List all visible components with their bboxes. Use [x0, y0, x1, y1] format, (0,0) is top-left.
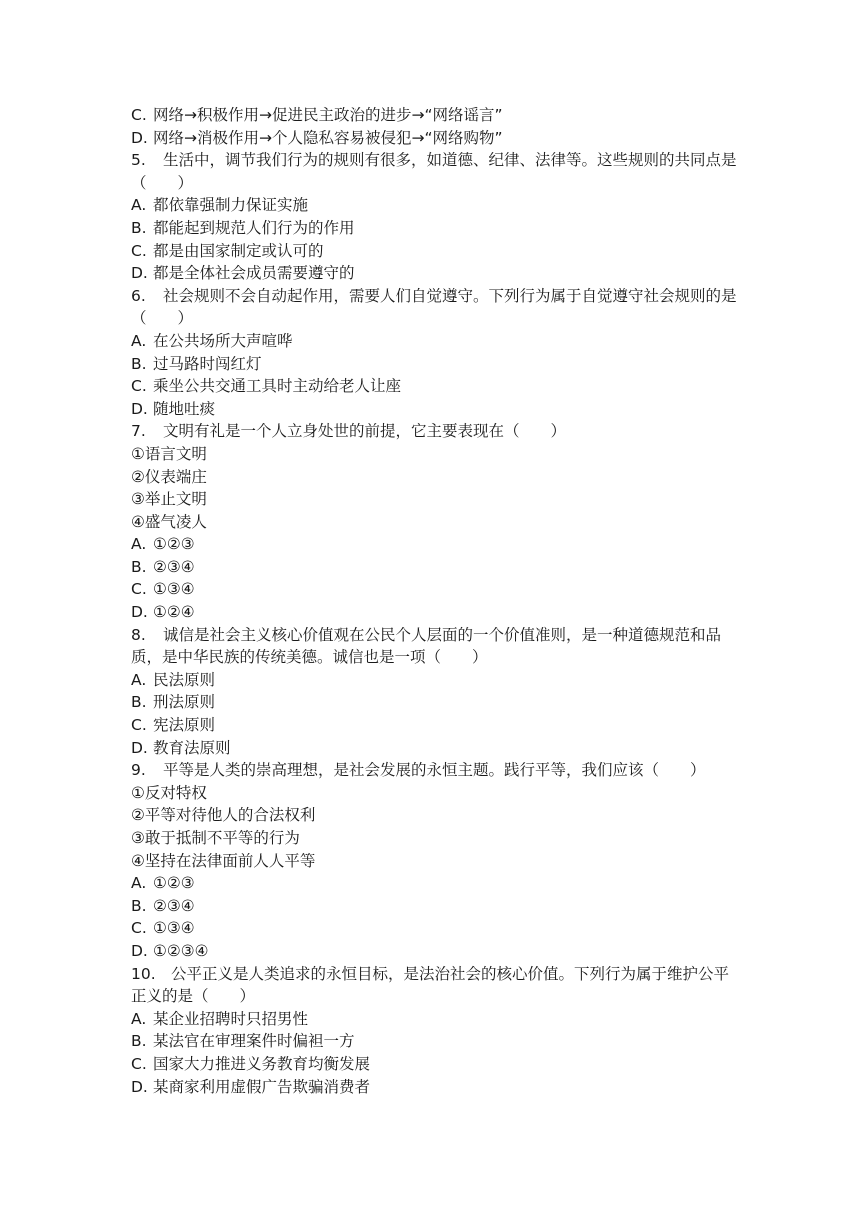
question-text: 社会规则不会自动起作用，需要人们自觉遵守。下列行为属于自觉遵守社会规则的是（ ） [131, 286, 737, 328]
option-letter: B. [131, 218, 147, 237]
answer-option [131, 262, 743, 285]
answer-option [131, 872, 743, 895]
statement-item: ③举止文明 [131, 490, 207, 509]
answer-option [131, 940, 743, 963]
answer-option [131, 533, 743, 556]
option-text: 某企业招聘时只招男性 [153, 1009, 309, 1028]
option-letter: C. [131, 919, 147, 938]
answer-option [131, 737, 743, 760]
answer-option [131, 194, 743, 217]
option-text: ①②③ [153, 535, 195, 554]
question-stem [131, 149, 743, 194]
statement-item: ①语言文明 [131, 444, 207, 463]
answer-option [131, 1008, 743, 1031]
option-letter: B. [131, 693, 147, 712]
answer-option [131, 895, 743, 918]
option-letter: A. [131, 874, 147, 893]
question-text: 诚信是社会主义核心价值观在公民个人层面的一个价值准则，是一种道德规范和品质，是中华民族的传统美德。诚信也是一项（ ） [131, 625, 722, 667]
option-letter: B. [131, 354, 147, 373]
option-letter: C. [131, 241, 147, 260]
option-letter: C. [131, 377, 147, 396]
option-text: 都是全体社会成员需要遵守的 [153, 264, 355, 283]
statement-item: ③敢于抵制不平等的行为 [131, 829, 300, 847]
answer-option [131, 669, 743, 692]
option-letter: A. [131, 196, 147, 215]
question-stem [131, 285, 743, 330]
option-text: 都是由国家制定或认可的 [153, 241, 324, 260]
question-stem [131, 759, 743, 782]
question-text: 平等是人类的崇高理想，是社会发展的永恒主题。践行平等，我们应该（ ） [163, 761, 706, 780]
option-letter: C. [131, 1054, 147, 1073]
question-number: 8. [131, 625, 146, 644]
option-text: ①②③ [153, 874, 195, 893]
option-text: 宪法原则 [153, 716, 216, 735]
option-text: 都依靠强制力保证实施 [153, 196, 309, 215]
statement-item: ②平等对待他人的合法权利 [131, 806, 316, 825]
answer-option [131, 1030, 743, 1053]
exam-document [131, 104, 743, 1098]
option-text: ①③④ [153, 919, 195, 938]
answer-option [131, 691, 743, 714]
question-stem [131, 624, 743, 669]
option-text: ①②③④ [153, 941, 209, 960]
answer-option [131, 556, 743, 579]
question-number: 5. [131, 151, 146, 170]
question-text: 公平正义是人类追求的永恒目标，是法治社会的核心价值。下列行为属于维护公平正义的是（ ） [131, 964, 730, 1006]
option-letter: B. [131, 1032, 147, 1051]
option-letter: D. [131, 128, 148, 147]
answer-option [131, 398, 743, 421]
answer-option [131, 240, 743, 263]
option-letter: B. [131, 896, 147, 915]
option-letter: A. [131, 331, 147, 350]
option-text: 网络→消极作用→个人隐私容易被侵犯→“网络购物” [153, 128, 503, 147]
option-text: 教育法原则 [153, 738, 231, 757]
option-letter: D. [131, 399, 148, 418]
option-text: 某法官在审理案件时偏袒一方 [153, 1032, 355, 1051]
question-number: 9. [131, 761, 146, 780]
answer-option [131, 127, 743, 150]
option-letter: A. [131, 670, 147, 689]
statement-item: ④坚持在法律面前人人平等 [131, 851, 316, 870]
statement-item: ①反对特权 [131, 783, 207, 802]
answer-option [131, 104, 743, 127]
option-text: 乘坐公共交通工具时主动给老人让座 [153, 377, 402, 396]
answer-option [131, 714, 743, 737]
option-text: 都能起到规范人们行为的作用 [153, 218, 355, 237]
question-text: 文明有礼是一个人立身处世的前提，它主要表现在（ ） [163, 422, 567, 441]
answer-option [131, 578, 743, 601]
option-letter: A. [131, 1009, 147, 1028]
answer-option [131, 217, 743, 240]
option-letter: D. [131, 603, 148, 622]
option-letter: D. [131, 738, 148, 757]
option-letter: A. [131, 535, 147, 554]
option-text: ②③④ [153, 896, 195, 915]
option-text: 某商家利用虚假广告欺骗消费者 [153, 1077, 371, 1096]
answer-option [131, 330, 743, 353]
question-number: 10. [131, 964, 156, 983]
question-number: 7. [131, 422, 146, 441]
option-text: ①②④ [153, 603, 195, 622]
option-text: 刑法原则 [153, 693, 216, 712]
answer-option [131, 353, 743, 376]
option-text: 国家大力推进义务教育均衡发展 [153, 1054, 371, 1073]
question-stem [131, 420, 743, 443]
option-letter: C. [131, 580, 147, 599]
option-letter: D. [131, 1077, 148, 1096]
answer-option [131, 1053, 743, 1076]
statement-item: ②仪表端庄 [131, 467, 207, 486]
question-text: 生活中，调节我们行为的规则有很多，如道德、纪律、法律等。这些规则的共同点是（ ） [131, 151, 737, 192]
question-number: 6. [131, 286, 146, 305]
statement-item: ④盛气凌人 [131, 512, 207, 531]
option-text: 民法原则 [153, 670, 216, 689]
option-text: 网络→积极作用→促进民主政治的进步→“网络谣言” [153, 106, 503, 124]
option-letter: C. [131, 106, 147, 124]
answer-option [131, 601, 743, 624]
option-text: 在公共场所大声喧哗 [153, 331, 293, 350]
option-letter: D. [131, 264, 148, 283]
option-letter: D. [131, 941, 148, 960]
option-text: ②③④ [153, 557, 195, 576]
option-text: 随地吐痰 [153, 399, 216, 418]
option-letter: B. [131, 557, 147, 576]
answer-option [131, 1076, 743, 1099]
question-stem [131, 963, 743, 1008]
option-letter: C. [131, 716, 147, 735]
answer-option [131, 375, 743, 398]
option-text: ①③④ [153, 580, 195, 599]
answer-option [131, 917, 743, 940]
option-text: 过马路时闯红灯 [153, 354, 262, 373]
